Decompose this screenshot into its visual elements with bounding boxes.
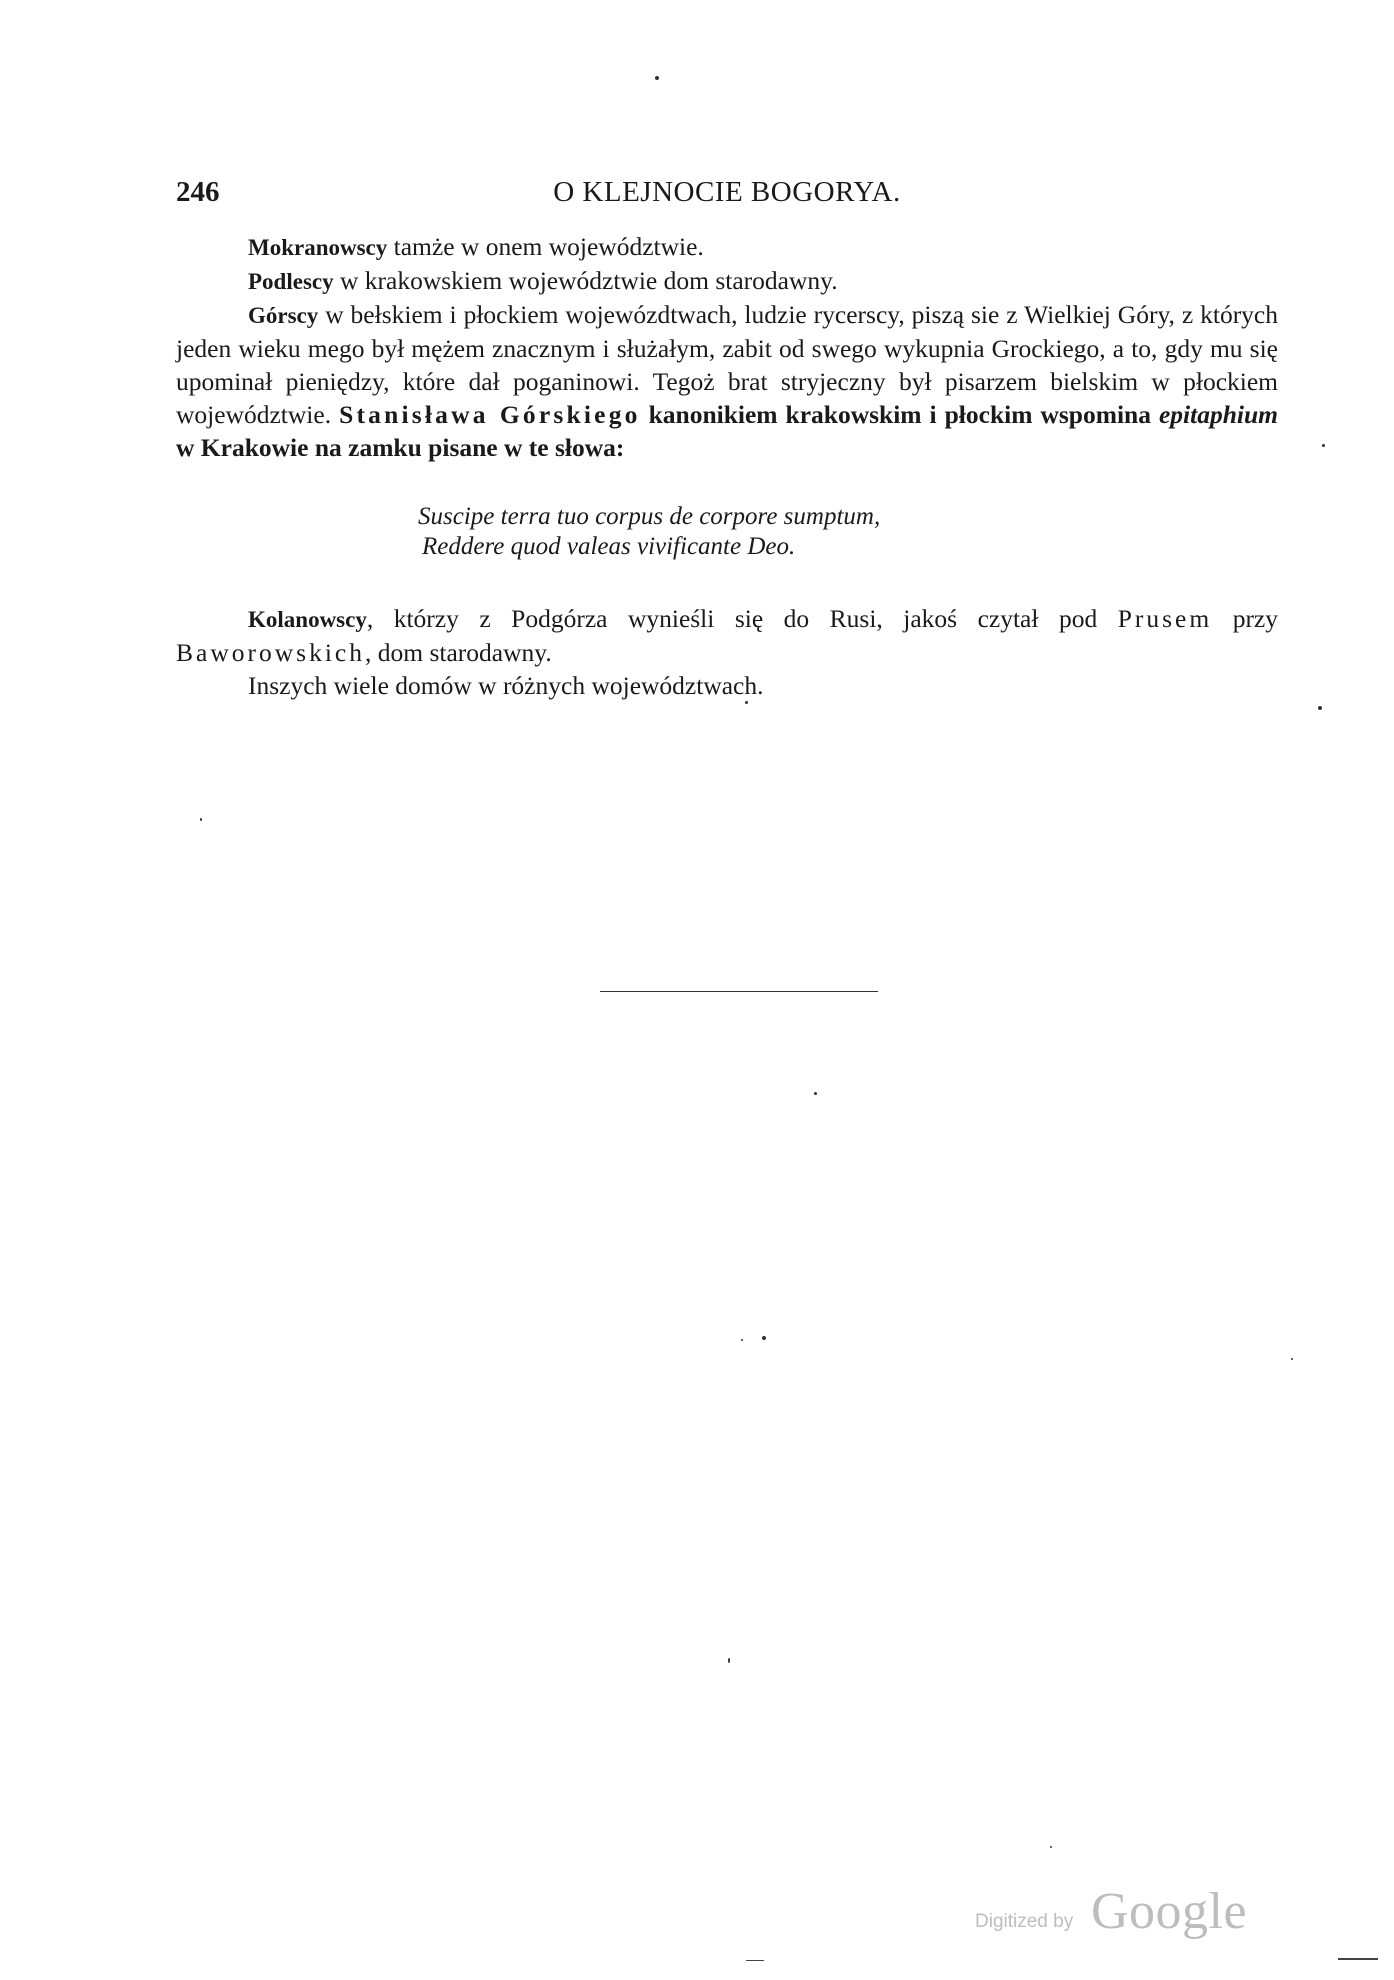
paragraph-text: przy — [1212, 604, 1279, 633]
paragraph-closing — [176, 669, 1278, 702]
scan-speck — [200, 818, 202, 821]
spaced-name: Stanisława Górskiego — [339, 400, 641, 429]
scan-speck — [655, 76, 659, 80]
scan-speck — [814, 1092, 817, 1095]
paragraph-gorscy — [176, 298, 1278, 464]
page-header — [176, 176, 1278, 216]
family-name: Górscy — [248, 303, 319, 328]
family-name: Kolanowscy — [248, 607, 367, 632]
scan-speck — [1050, 1846, 1052, 1848]
verse-line: Reddere quod valeas vivificante Deo. — [422, 533, 796, 560]
paragraph-text: w krakowskiem województwie dom starodawny. — [333, 266, 838, 295]
scan-speck — [1322, 444, 1325, 447]
family-name: Podlescy — [248, 269, 334, 294]
section-end-rule — [600, 991, 878, 992]
watermark-small-text: Digitized by — [975, 1911, 1074, 1932]
scan-edge-mark — [1338, 1958, 1378, 1960]
scan-speck — [1291, 1358, 1293, 1360]
body-text — [176, 230, 1278, 702]
scan-speck — [1318, 706, 1322, 710]
scan-speck — [728, 1658, 730, 1663]
paragraph-text: , dom starodawny. — [364, 638, 552, 667]
verse-line: Suscipe terra tuo corpus de corpore sumptum, — [418, 503, 881, 530]
paragraph-text: w Krakowie na zamku pisane w te słowa: — [176, 433, 625, 462]
paragraph-mokranowscy — [176, 230, 1278, 264]
scan-speck — [745, 701, 748, 704]
epitaph-verse — [176, 502, 1278, 562]
scan-edge-mark — [746, 1960, 764, 1961]
running-title: O KLEJNOCIE BOGORYA. — [553, 176, 901, 208]
paragraph-text: , którzy z Podgórza wynieśli się do Rusi, jakoś czytał pod — [366, 604, 1118, 633]
paragraph-text: tamże w onem województwie. — [387, 232, 704, 261]
spaced-name: Baworowskich — [176, 638, 365, 667]
google-logo: Google — [1091, 1883, 1248, 1940]
family-name: Mokranowscy — [248, 235, 388, 260]
paragraph-text: kanonikiem krakowskim i płockim wspomina — [640, 400, 1159, 429]
paragraph-text: Inszych wiele domów w różnych województwach. — [248, 671, 764, 700]
page-number: 246 — [176, 176, 220, 208]
paragraph-text: w bełskiem i płockiem wojewózdtwach, ludzie rycerscy, piszą sie z Wielkiej Góry, z których jeden wieku mego był mężem znacznym i służałym, zabit od swego wykupnia Grockiego, a to, gdy mu się upominał pieniędzy, które dał poganinowi. Tegoż brat stryjeczny był pisarzem bielskim w płockiem województwie. — [176, 300, 1278, 429]
scan-speck — [762, 1336, 766, 1340]
paragraph-kolanowscy — [176, 602, 1278, 669]
spaced-name: Prusem — [1117, 604, 1213, 633]
scan-speck — [741, 1339, 743, 1341]
digitized-watermark — [975, 1883, 1255, 1940]
paragraph-podlescy — [176, 264, 1278, 298]
italic-word: epitaphium — [1158, 400, 1278, 429]
